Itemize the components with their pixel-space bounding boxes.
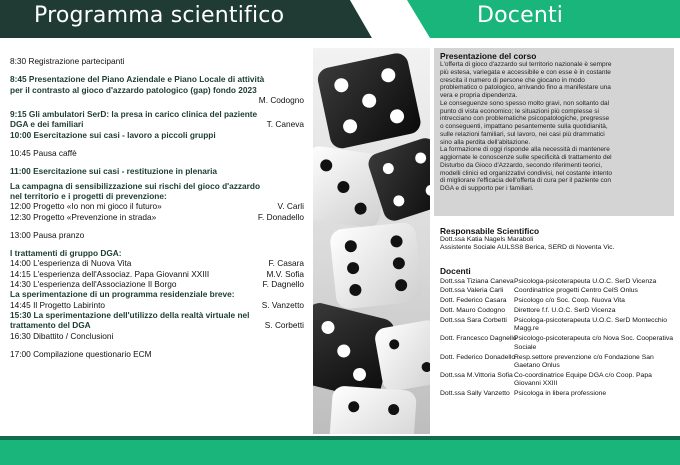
teacher-row — [440, 390, 678, 398]
dice-image — [313, 48, 430, 434]
teachers-section — [440, 266, 678, 398]
presentation-line: di migliorare l'efficacia dell'offerta di cura per il paziente con — [440, 177, 611, 185]
speaker-sofia: M.V. Sofia — [266, 268, 304, 279]
presentation-line: modelli clinici ed organizzativi condivisi, nel costante intento — [440, 169, 612, 177]
presentation-line: DGA e di supporto per i familiari. — [440, 185, 534, 192]
teacher-name: Dott.ssa Valeria Carli — [440, 287, 504, 295]
course-presentation-text — [440, 61, 668, 193]
group-title: I trattamenti di gruppo DGA: — [10, 248, 122, 259]
registration-item: 8:30 Registrazione partecipanti — [10, 56, 125, 66]
speaker-corbetti: S. Corbetti — [264, 320, 304, 331]
speaker-donadello: F. Donadello — [257, 211, 304, 222]
teacher-name: Dott.ssa Tiziana Caneva — [440, 277, 514, 285]
lunch-break: 13:00 Pausa pranzo — [10, 229, 85, 240]
group-item-1: 14:00 L'esperienza di Nuova Vita — [10, 258, 132, 269]
program-title: Programma scientifico — [34, 3, 285, 28]
teacher-role: Psicologa-psicoterapeuta U.O.C. SerD Montecchio Magg.re — [514, 317, 667, 333]
presentation-line: crescita il numero di persone che giocano in modo — [440, 76, 585, 84]
item-915-line2: DGA e dei familiari — [10, 119, 84, 130]
presentation-line: sulle relazioni familiari, sul lavoro, nei casi più drammatici — [440, 130, 605, 138]
teacher-role: Direttore f.f. U.O.C. SerD Vicenza — [514, 307, 616, 315]
teacher-role: Psicologa in libera professione — [514, 389, 607, 397]
item-915-line1: 9:15 Gli ambulatori SerD: la presa in carico clinica del paziente — [10, 109, 258, 120]
campaign-line2: nel territorio e i progetti di prevenzione: — [10, 190, 167, 201]
residential-item: 14:45 Il Progetto Labirinto — [10, 299, 106, 310]
presentation-line: aggiornate le conoscenze sulle specificità di trattamento del — [440, 154, 612, 161]
teacher-name: Dott. Federico Casara — [440, 297, 507, 305]
teacher-role: Psicologa-psicoterapeuta U.O.C. SerD Vicenza — [514, 277, 657, 285]
teacher-name: Dott.ssa Sally Vanzetto — [440, 389, 510, 397]
teacher-name: Dott.ssa M.Vittoria Sofia — [440, 371, 513, 379]
scientific-lead-role: Assistente Sociale AULSS8 Berica, SERD di Noventa Vic. — [440, 244, 615, 252]
teacher-row — [440, 278, 678, 286]
teacher-role: Coordinatrice progetti Centro CeIS Onlus — [514, 287, 638, 295]
speaker-codogno: M. Codogno — [258, 94, 304, 105]
teacher-role: Resp.settore prevenzione c/o Fondazione San Gaetano Onlus — [514, 353, 654, 369]
speaker-casara: F. Casara — [268, 258, 304, 269]
scientific-lead-section — [440, 226, 676, 252]
program-schedule — [10, 56, 310, 359]
presentation-line: La formazione di oggi risponde alla necessità di mantenere — [440, 146, 610, 154]
teacher-role: Co-coordinatrice Equipe DGA c/o Coop. Papa Giovanni XXIII — [514, 371, 652, 388]
item-1000: 10:00 Esercitazione sui casi - lavoro a piccoli gruppi — [10, 129, 216, 140]
teachers-title: Docenti — [440, 266, 471, 276]
teacher-role: Psicologo c/o Soc. Coop. Nuova Vita — [514, 297, 625, 305]
footer-band — [0, 436, 680, 465]
presentation-line: o conseguenti, impattano pesantemente sulla quotidianità, — [440, 123, 608, 130]
item-1100: 11:00 Esercitazione sui casi - restituzione in plenaria — [10, 166, 218, 177]
teacher-row — [440, 297, 678, 305]
vr-line2: trattamento del DGA — [10, 320, 91, 331]
group-item-2: 14:15 L'esperienza dell'Associaz. Papa Giovanni XXIII — [10, 268, 210, 279]
presentation-line: problematico o patologico, arrivando fino a manifestare una — [440, 84, 611, 92]
presentation-line: Disturbo da Gioco d'Azzardo, secondo riferimenti teorici, — [440, 161, 603, 169]
teacher-name: Dott.ssa Sara Corbetti — [440, 317, 507, 325]
vr-line1: 15:30 La sperimentazione dell'utilizzo della realtà virtuale nel — [10, 309, 250, 320]
teacher-row — [440, 354, 678, 371]
scientific-lead-title: Responsabile Scientifico — [440, 226, 540, 236]
campaign-item-1: 12:00 Progetto «Io non mi gioco il futuro» — [10, 201, 162, 212]
teacher-name: Dott. Mauro Codogno — [440, 307, 505, 315]
teacher-row — [440, 287, 678, 295]
campaign-item-2: 12:30 Progetto «Prevenzione in strada» — [10, 211, 157, 222]
residential-title: La sperimentazione di un programma residenziale breve: — [10, 289, 235, 300]
teacher-name: Dott. Federico Donadello — [440, 353, 516, 361]
teacher-row — [440, 307, 678, 315]
presentation-line: L'offerta di gioco d'azzardo sul territorio nazionale è sempre — [440, 61, 612, 68]
header-diagonal-band — [312, 0, 430, 38]
presentation-line: intrecciano con problematiche psicopatologiche, pregresse — [440, 115, 610, 123]
coffee-break: 10:45 Pausa caffè — [10, 148, 77, 159]
item-845-line1: 8:45 Presentazione del Piano Aziendale e Piano Locale di attività — [10, 74, 265, 85]
speaker-dagnello: F. Dagnello — [262, 279, 304, 290]
debate-item: 16:30 Dibattito / Conclusioni — [10, 330, 114, 341]
teacher-row — [440, 317, 678, 334]
scientific-lead-name: Dott.ssa Katia Nagels Maraboli — [440, 236, 534, 243]
item-845-line2: per il contrasto al gioco d'azzardo patologico (gap) fondo 2023 — [10, 84, 257, 95]
presentation-line: sino alla perdita dell'abitazione. — [440, 138, 531, 146]
speaker-caneva: T. Caneva — [266, 119, 304, 130]
presentation-line: punto di vista economico; le situazioni più complesse si — [440, 107, 599, 115]
docenti-title: Docenti — [477, 3, 564, 28]
presentation-line: più estesa, variegata e accessibile e con esse è in costante — [440, 68, 611, 76]
course-presentation-title: Presentazione del corso — [440, 51, 537, 61]
teacher-name: Dott. Francesco Dagnello — [440, 335, 517, 343]
ecm-item: 17:00 Compilazione questionario ECM — [10, 348, 152, 359]
speaker-vanzetto: S. Vanzetto — [261, 299, 304, 310]
speaker-carli: V. Carli — [277, 201, 304, 212]
campaign-line1: La campagna di sensibilizzazione sui rischi del gioco d'azzardo — [10, 180, 261, 191]
teacher-row — [440, 372, 678, 389]
presentation-line: Le conseguenze sono spesso molto gravi, non soltanto dal — [440, 99, 610, 107]
group-item-3: 14:30 L'esperienza dell'Associazione Il Borgo — [10, 279, 177, 290]
course-presentation-box — [434, 48, 674, 216]
presentation-line: vera e propria dipendenza. — [440, 92, 518, 99]
teacher-row — [440, 335, 678, 352]
teacher-role: Psicologo-psicoterapeuta c/o Nova Soc. Cooperativa Sociale — [514, 335, 674, 351]
